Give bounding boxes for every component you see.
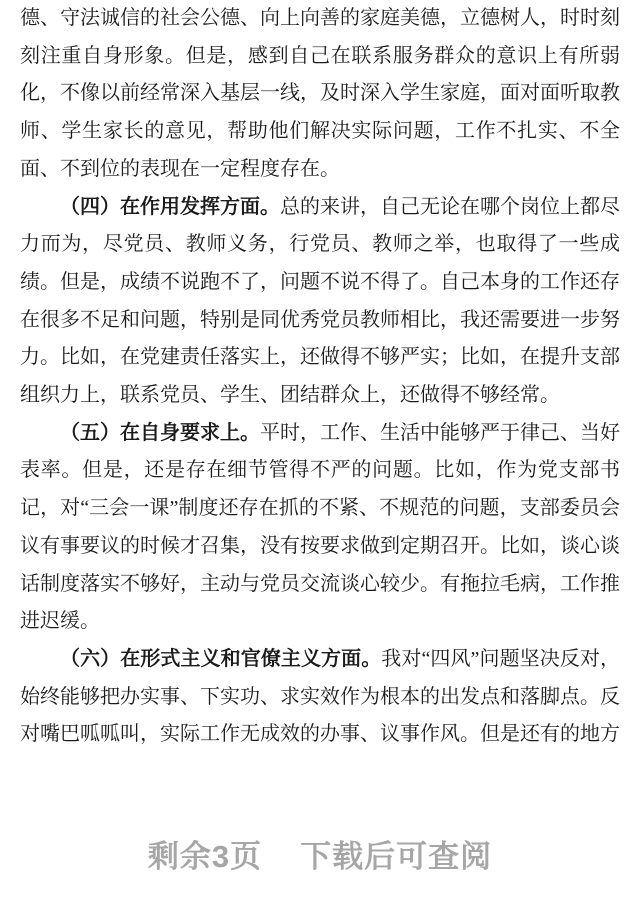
download-hint-label: 下载后可查阅 <box>300 839 493 874</box>
paragraph-text: 我对“四风”问题坚决反对，始终能够把办实事、下实功、求实效作为根本的出发点和落脚点。反对嘴巴呱呱叫，实际工作无成效的办事、议事作风。但是还有的地方 <box>20 647 620 746</box>
paragraph-section-4 <box>20 189 620 415</box>
paragraph-text: 德、守法诚信的社会公德、向上向善的家庭美德，立德树人，时时刻刻注重自身形象。但是，感到自己在联系服务群众的意识上有所弱化，不像以前经常深入基层一线，及时深入学生家庭，面对面听取教师、学生家长的意见，帮助他们解决实际问题，工作不扎实、不全面、不到位的表现在一定程度存在。 <box>20 7 620 180</box>
paragraph-section-6 <box>20 641 620 754</box>
document-text-block <box>20 0 620 754</box>
paragraph-section-5 <box>20 415 620 641</box>
section-heading: （五）在自身要求上。 <box>60 421 260 444</box>
paragraph-text: 平时，工作、生活中能够严于律己、当好表率。但是，还是存在细节管得不严的问题。比如，作为党支部书记，对“三会一课”制度还存在抓的不紧、不规范的问题，支部委员会议有事要议的时候才召集，没有按要求做到定期召开。比如，谈心谈话制度落实不够好，主动与党员交流谈心较少。有拖拉毛病，工作推进迟缓。 <box>20 421 620 633</box>
remaining-pages-label: 剩余3页 <box>147 839 263 874</box>
section-heading: （六）在形式主义和官僚主义方面。 <box>60 647 382 670</box>
paragraph-text: 总的来讲，自己无论在哪个岗位上都尽力而为，尽党员、教师义务，行党员、教师之举，也取得了一些成绩。但是，成绩不说跑不了，问题不说不得了。自己本身的工作还存在很多不足和问题，特别是同优秀党员教师相比，我还需要进一步努力。比如，在党建责任落实上，还做得不够严实；比如，在提升支部组织力上，联系党员、学生、团结群众上，还做得不够经常。 <box>20 195 620 407</box>
preview-watermark <box>0 831 640 876</box>
paragraph-continuation <box>20 0 620 189</box>
section-heading: （四）在作用发挥方面。 <box>60 195 280 218</box>
